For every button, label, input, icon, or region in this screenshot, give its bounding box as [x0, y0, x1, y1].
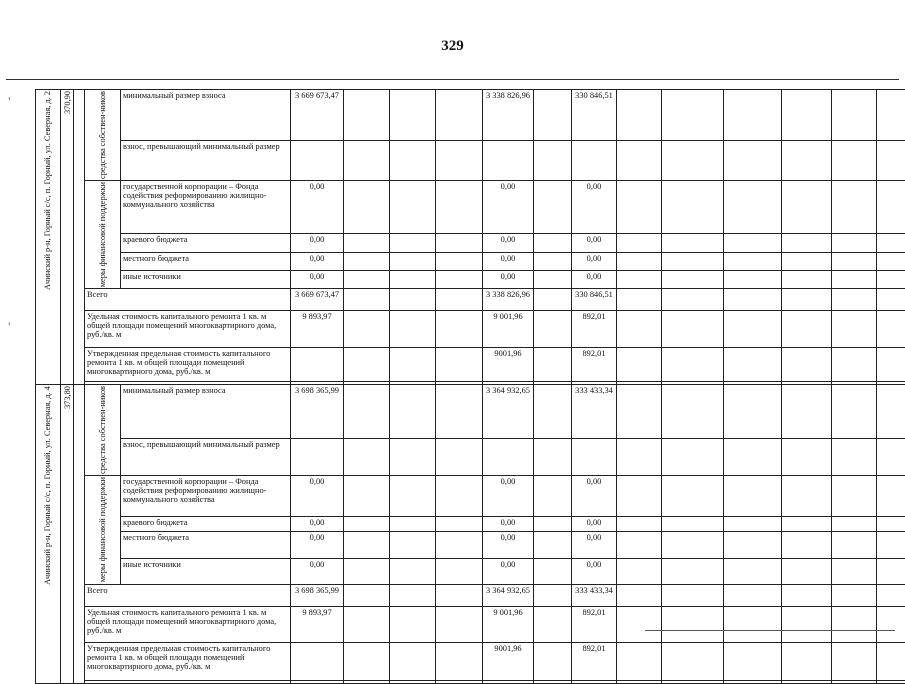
table-row — [36, 642, 905, 680]
value-cell: 0,00 — [572, 252, 617, 270]
value-cell: 330 846,51 — [572, 90, 617, 141]
value-cell: 0,00 — [483, 517, 534, 531]
value-cell: 892,01 — [572, 311, 617, 348]
owners-funds-cell: средства собствен-ников — [85, 385, 121, 476]
value-cell: 892,01 — [572, 606, 617, 642]
row-label: минимальный размер взноса — [121, 385, 291, 439]
row-label: Всего — [85, 584, 291, 606]
value-cell: 0,00 — [572, 181, 617, 234]
table-row — [36, 311, 905, 348]
value-cell: 9 001,96 — [483, 606, 534, 642]
value-cell: 0,00 — [483, 270, 534, 288]
value-cell: 892,01 — [572, 348, 617, 382]
value-cell — [483, 439, 534, 476]
value-cell: 3 669 673,47 — [291, 289, 344, 311]
value-cell: 3 698 365,99 — [291, 584, 344, 606]
row-label: Удельная стоимость капитального ремонта 1 кв. м общей площади помещений многоквартирного дома, руб./кв. м — [85, 311, 291, 348]
value-cell: 3 338 826,96 — [483, 289, 534, 311]
row-label: краевого бюджета — [121, 517, 291, 531]
value-cell: 0,00 — [291, 476, 344, 517]
table-row — [36, 90, 905, 141]
value-cell: 0,00 — [572, 517, 617, 531]
value-cell: 3 698 365,99 — [291, 385, 344, 439]
empty-cell — [74, 90, 85, 385]
value-cell: 0,00 — [483, 531, 534, 558]
table-row — [36, 289, 905, 311]
value-cell: 3 364 932,65 — [483, 385, 534, 439]
top-rule — [6, 79, 899, 80]
value-cell: 0,00 — [483, 252, 534, 270]
table-row — [36, 141, 905, 181]
row-label: Удельная стоимость капитального ремонта 1 кв. м общей площади помещений многоквартирного дома, руб./кв. м — [85, 606, 291, 642]
value-cell: 0,00 — [291, 531, 344, 558]
area-cell: 370,90 — [61, 90, 74, 385]
spacer-row — [36, 680, 905, 683]
value-cell: 0,00 — [291, 234, 344, 252]
value-cell: 0,00 — [572, 558, 617, 584]
row-label: взнос, превышающий минимальный размер — [121, 439, 291, 476]
value-cell: 0,00 — [291, 517, 344, 531]
margin-mark: ‹ — [8, 93, 11, 103]
value-cell: 0,00 — [291, 558, 344, 584]
address-cell: Ачинский р-н, Горный с/с, п. Горный, ул. Северная, д. 4 — [36, 385, 61, 683]
owners-funds-cell: средства собствен-ников — [85, 90, 121, 181]
value-cell: 330 846,51 — [572, 289, 617, 311]
table-row — [36, 385, 905, 439]
table-row — [36, 584, 905, 606]
value-cell — [483, 141, 534, 181]
value-cell: 3 669 673,47 — [291, 90, 344, 141]
row-label: минимальный размер взноса — [121, 90, 291, 141]
row-label: Всего — [85, 289, 291, 311]
value-cell: 0,00 — [483, 558, 534, 584]
value-cell: 9001,96 — [483, 642, 534, 680]
value-cell: 3 338 826,96 — [483, 90, 534, 141]
row-label: краевого бюджета — [121, 234, 291, 252]
row-label: местного бюджета — [121, 252, 291, 270]
value-cell: 0,00 — [291, 270, 344, 288]
table-row — [36, 558, 905, 584]
value-cell: 0,00 — [483, 476, 534, 517]
value-cell: 0,00 — [572, 531, 617, 558]
value-cell: 0,00 — [572, 234, 617, 252]
value-cell: 3 364 932,65 — [483, 584, 534, 606]
value-cell — [291, 348, 344, 382]
value-cell: 0,00 — [572, 476, 617, 517]
row-label: Утвержденная предельная стоимость капитального ремонта 1 кв. м общей площади помещений многоквартирного дома, руб./кв. м — [85, 642, 291, 680]
row-label: государственной корпорации – Фонда содействия реформированию жилищно-коммунального хозяйства — [121, 476, 291, 517]
table-row — [36, 531, 905, 558]
address-cell: Ачинский р-н, Горный с/с, п. Горный, ул. Северная, д. 2 — [36, 90, 61, 385]
capital-repair-table — [35, 89, 905, 684]
margin-mark: ‹ — [8, 318, 11, 328]
value-cell: 0,00 — [572, 270, 617, 288]
empty-cell — [74, 385, 85, 683]
page-number: 329 — [0, 38, 905, 55]
table-row — [36, 606, 905, 642]
row-label: местного бюджета — [121, 531, 291, 558]
value-cell — [291, 439, 344, 476]
value-cell: 0,00 — [291, 181, 344, 234]
value-cell — [291, 642, 344, 680]
value-cell: 333 433,34 — [572, 385, 617, 439]
value-cell: 9001,96 — [483, 348, 534, 382]
value-cell — [572, 141, 617, 181]
row-label: взнос, превышающий минимальный размер — [121, 141, 291, 181]
table-row — [36, 252, 905, 270]
row-label: иные источники — [121, 558, 291, 584]
table-row — [36, 348, 905, 382]
value-cell: 0,00 — [483, 234, 534, 252]
row-label: иные источники — [121, 270, 291, 288]
bottom-rule — [645, 630, 895, 631]
value-cell: 9 893,97 — [291, 311, 344, 348]
table-row — [36, 476, 905, 517]
table-row — [36, 439, 905, 476]
value-cell — [572, 439, 617, 476]
value-cell — [291, 141, 344, 181]
value-cell: 0,00 — [483, 181, 534, 234]
value-cell: 333 433,34 — [572, 584, 617, 606]
row-label: Утвержденная предельная стоимость капитального ремонта 1 кв. м общей площади помещений многоквартирного дома, руб./кв. м — [85, 348, 291, 382]
value-cell: 9 001,96 — [483, 311, 534, 348]
row-label: государственной корпорации – Фонда содействия реформированию жилищно-коммунального хозяйства — [121, 181, 291, 234]
table-row — [36, 270, 905, 288]
table-row — [36, 517, 905, 531]
financial-support-cell: меры финансовой поддержки — [85, 181, 121, 289]
value-cell: 892,01 — [572, 642, 617, 680]
table-row — [36, 234, 905, 252]
value-cell: 9 893,97 — [291, 606, 344, 642]
financial-support-cell: меры финансовой поддержки — [85, 476, 121, 584]
table-row — [36, 181, 905, 234]
value-cell: 0,00 — [291, 252, 344, 270]
area-cell: 373,80 — [61, 385, 74, 683]
